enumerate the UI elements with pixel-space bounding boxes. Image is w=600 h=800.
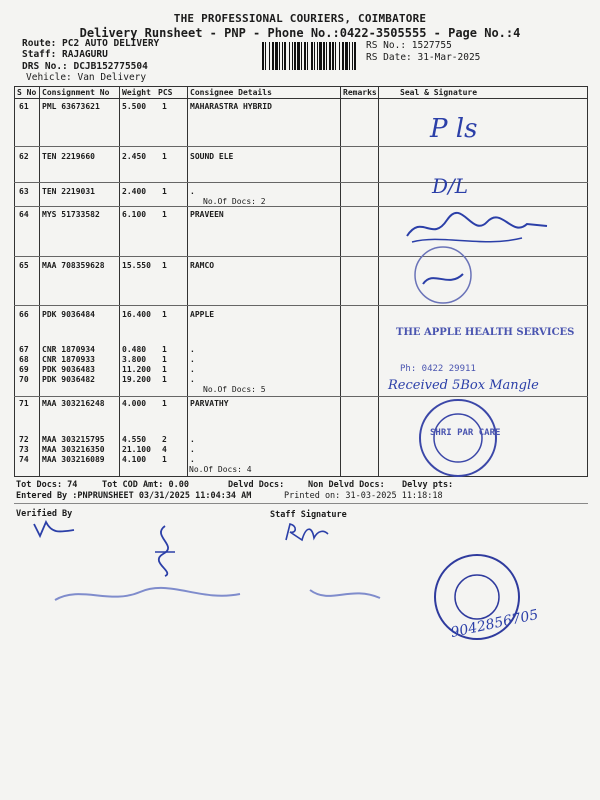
row-consignee: . (190, 365, 195, 374)
row-consignee: RAMCO (190, 261, 215, 270)
row-consignment: MYS 51733582 (42, 210, 100, 219)
care-seal-icon (416, 398, 500, 478)
staff-signature-label: Staff Signature (270, 510, 347, 520)
verified-by-label: Verified By (16, 509, 73, 519)
row-consignee: APPLE (190, 310, 215, 319)
row-consignment: TEN 2219660 (42, 152, 95, 161)
row-consignment: MAA 303216350 (42, 445, 105, 454)
col-divider (187, 86, 188, 476)
row-pcs: 1 (162, 102, 167, 111)
docs-count-note: No.Of Docs: 4 (189, 465, 252, 474)
non-delivered-docs: Non Delvd Docs: (308, 480, 385, 490)
row-weight: 5.500 (122, 102, 147, 111)
row-pcs: 1 (162, 355, 167, 364)
row-weight: 3.800 (122, 355, 147, 364)
delivery-points: Delvy pts: (402, 480, 454, 490)
runsheet-title: Delivery Runsheet - PNP - Phone No.:0422-3505555 - Page No.:4 (79, 26, 521, 40)
footer-divider (14, 503, 588, 504)
staff-signature (282, 520, 332, 544)
col-header-weight: Weight (122, 88, 151, 97)
col-header-sno: S No (17, 88, 37, 97)
row-pcs: 1 (162, 210, 167, 219)
row-consignee: . (190, 187, 195, 196)
rs-date-label: RS Date: 31-Mar-2025 (366, 52, 481, 63)
row-sno: 72 (19, 435, 29, 444)
col-header-seal: Seal & Signature (400, 88, 478, 97)
row-weight: 4.100 (122, 455, 147, 464)
row-weight: 6.100 (122, 210, 147, 219)
row-consignment: MAA 708359628 (42, 261, 105, 270)
total-docs: Tot Docs: 74 (16, 480, 78, 490)
row-divider (14, 305, 588, 306)
row-pcs: 1 (162, 187, 167, 196)
row-pcs: 1 (162, 365, 167, 374)
row-consignee: . (190, 435, 195, 444)
row-sno: 63 (19, 187, 29, 196)
row-sno: 61 (19, 102, 29, 111)
row-divider (14, 206, 588, 207)
delivered-docs: Delvd Docs: (228, 480, 285, 490)
row-consignment: CNR 1870934 (42, 345, 95, 354)
row-sno: 64 (19, 210, 29, 219)
staff-label: Staff: RAJAGURU (22, 49, 108, 60)
row-sno: 69 (19, 365, 29, 374)
row-consignee: . (190, 445, 195, 454)
docs-count-note: No.Of Docs: 5 (203, 385, 266, 394)
company-name: THE PROFESSIONAL COURIERS, COIMBATORE (173, 12, 427, 25)
row-sno: 74 (19, 455, 29, 464)
row-weight: 19.200 (122, 375, 151, 384)
row-consignee: PARVATHY (190, 399, 229, 408)
route-label: Route: PC2 AUTO DELIVERY (22, 38, 160, 49)
row-consignee: . (190, 345, 195, 354)
row-consignment: PDK 9036483 (42, 365, 95, 374)
table-right-border (587, 86, 588, 476)
row-pcs: 1 (162, 455, 167, 464)
col-header-consignment: Consignment No (42, 88, 110, 97)
docs-count-note: No.Of Docs: 2 (203, 197, 266, 206)
row-consignment: MAA 303216248 (42, 399, 105, 408)
row-consignee: MAHARASTRA HYBRID (190, 102, 272, 111)
barcode (262, 42, 360, 70)
drs-label: DRS No.: DCJB152775504 (22, 61, 148, 72)
table-bottom-border (14, 476, 588, 477)
row-divider (14, 256, 588, 257)
row-weight: 4.000 (122, 399, 147, 408)
row-pcs: 1 (162, 261, 167, 270)
row-divider (14, 182, 588, 183)
col-header-pcs: PCS (158, 88, 173, 97)
col-header-consignee: Consignee Details (190, 88, 272, 97)
round-seal-icon (408, 244, 478, 306)
row-pcs: 1 (162, 310, 167, 319)
row-divider (14, 146, 588, 147)
row-consignment: TEN 2219031 (42, 187, 95, 196)
handwritten-phone: 9042856705 (449, 606, 540, 642)
row-weight: 11.200 (122, 365, 151, 374)
row-consignee: . (190, 375, 195, 384)
row-sno: 68 (19, 355, 29, 364)
care-seal-text: SHRI PAR CARE (430, 428, 501, 438)
row-pcs: 1 (162, 375, 167, 384)
row-weight: 0.480 (122, 345, 147, 354)
row-weight: 16.400 (122, 310, 151, 319)
health-services-stamp: THE APPLE HEALTH SERVICES (396, 327, 575, 338)
row-pcs: 1 (162, 345, 167, 354)
table-left-border (14, 86, 15, 476)
row-consignment: PDK 9036484 (42, 310, 95, 319)
col-divider (119, 86, 120, 476)
row-sno: 71 (19, 399, 29, 408)
col-divider (340, 86, 341, 476)
total-cod: Tot COD Amt: 0.00 (102, 480, 189, 490)
row-sno: 67 (19, 345, 29, 354)
row-consignee: . (190, 355, 195, 364)
row-sno: 73 (19, 445, 29, 454)
col-header-remarks: Remarks (343, 88, 377, 97)
verifier-signature (30, 516, 80, 540)
handwritten-mark (145, 522, 185, 578)
row-weight: 4.550 (122, 435, 147, 444)
row-consignment: MAA 303216089 (42, 455, 105, 464)
row-weight: 2.400 (122, 187, 147, 196)
row-weight: 15.550 (122, 261, 151, 270)
printed-on: Printed on: 31-03-2025 11:18:18 (284, 491, 443, 501)
col-divider (39, 86, 40, 476)
row-consignment: PML 63673621 (42, 102, 100, 111)
entered-by: Entered By :PNPRUNSHEET 03/31/2025 11:04:34 AM (16, 491, 252, 501)
rs-no-label: RS No.: 1527755 (366, 40, 452, 51)
row-sno: 62 (19, 152, 29, 161)
col-divider (378, 86, 379, 476)
handwritten-signature: D/L (432, 174, 469, 198)
handwritten-received-note: Received 5Box Mangle (388, 378, 539, 393)
row-sno: 70 (19, 375, 29, 384)
row-pcs: 2 (162, 435, 167, 444)
row-consignee: . (190, 455, 195, 464)
row-pcs: 1 (162, 152, 167, 161)
row-pcs: 4 (162, 445, 167, 454)
row-weight: 2.450 (122, 152, 147, 161)
row-consignment: MAA 303215795 (42, 435, 105, 444)
row-divider (14, 396, 588, 397)
faded-handwriting (50, 580, 390, 610)
row-consignment: CNR 1870933 (42, 355, 95, 364)
row-sno: 65 (19, 261, 29, 270)
row-sno: 66 (19, 310, 29, 319)
row-consignee: PRAVEEN (190, 210, 224, 219)
stamp-phone: Ph: 0422 29911 (400, 364, 476, 374)
table-top-border (14, 86, 588, 87)
row-consignment: PDK 9036482 (42, 375, 95, 384)
row-pcs: 1 (162, 399, 167, 408)
handwritten-signature: P ls (430, 114, 478, 144)
scribbled-signature (402, 208, 552, 248)
table-header-border (14, 98, 588, 99)
vehicle-label: Vehicle: Van Delivery (26, 72, 147, 83)
row-consignee: SOUND ELE (190, 152, 234, 161)
row-weight: 21.100 (122, 445, 151, 454)
